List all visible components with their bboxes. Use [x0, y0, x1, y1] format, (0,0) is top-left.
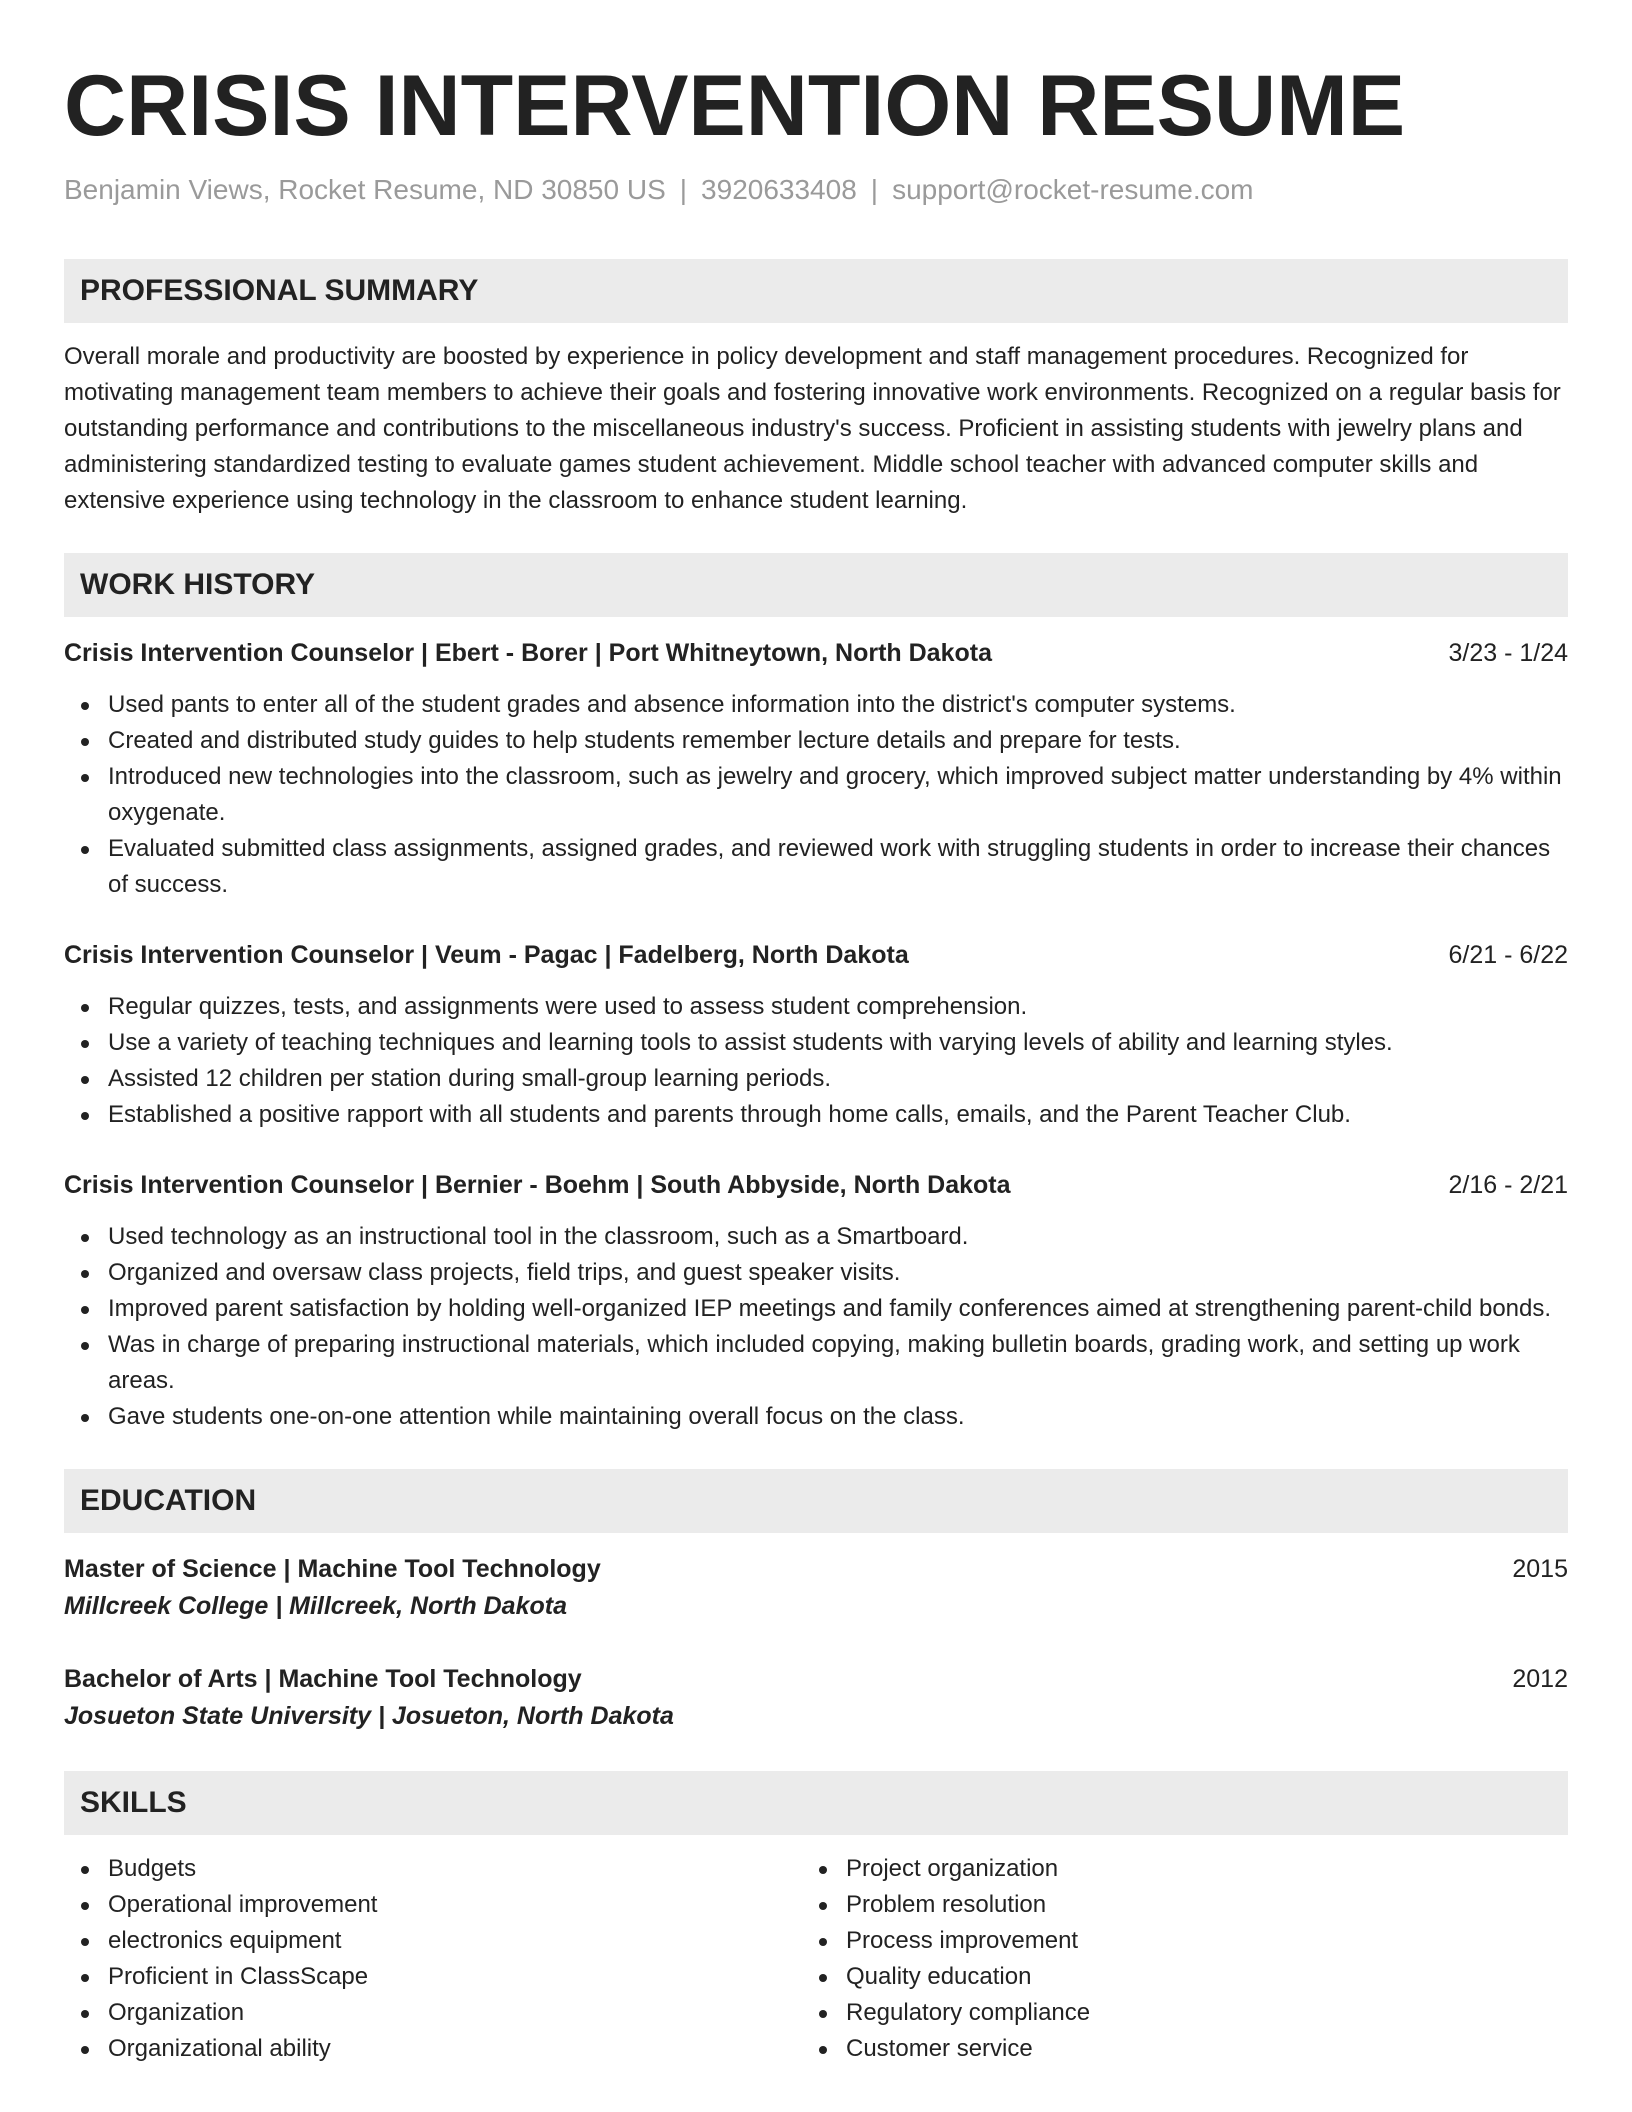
contact-separator: | [679, 174, 688, 205]
job-entry [64, 635, 1568, 903]
skill-item: Regulatory compliance [802, 1995, 1540, 2031]
education-entry [64, 1551, 1568, 1625]
job-bullet: Improved parent satisfaction by holding well-organized IEP meetings and family conferences aimed at strengthening parent-child bonds. [64, 1291, 1568, 1327]
job-heading: Crisis Intervention Counselor | Ebert - Borer | Port Whitneytown, North Dakota [64, 639, 992, 667]
summary-text: Overall morale and productivity are boosted by experience in policy development and staff management procedures. Recognized for motivating management team members to achieve their goals and fostering innovative work environments. Recognized on a regular basis for outstanding performance and contributions to the miscellaneous industry's success. Proficient in assisting students with jewelry plans and administering standardized testing to evaluate games student achievement. Middle school teacher with advanced computer skills and extensive experience using technology in the classroom to enhance student learning. [64, 343, 1561, 514]
job-bullets [64, 1219, 1568, 1435]
job-bullet: Introduced new technologies into the classroom, such as jewelry and grocery, which improved subject matter understanding by 4% within oxygenate. [64, 759, 1568, 831]
skills-column-right [802, 1851, 1540, 2067]
contact-separator: | [870, 174, 879, 205]
education-entry [64, 1661, 1568, 1735]
job-bullet: Gave students one-on-one attention while maintaining overall focus on the class. [64, 1399, 1568, 1435]
job-dates: 3/23 - 1/24 [1448, 639, 1568, 667]
education-header [64, 1661, 1568, 1697]
job-bullets [64, 989, 1568, 1133]
education-school: Josueton State University | Josueton, North Dakota [64, 1702, 674, 1730]
contact-email: support@rocket-resume.com [892, 174, 1254, 205]
job-header [64, 635, 1568, 671]
skill-item: Proficient in ClassScape [64, 1959, 802, 1995]
education-year: 2012 [1512, 1665, 1568, 1693]
education-degree: Bachelor of Arts | Machine Tool Technology [64, 1665, 582, 1693]
education-school: Millcreek College | Millcreek, North Dakota [64, 1592, 567, 1620]
job-bullet: Assisted 12 children per station during small-group learning periods. [64, 1061, 1568, 1097]
job-dates: 2/16 - 2/21 [1448, 1171, 1568, 1199]
education-header [64, 1551, 1568, 1587]
skill-item: Quality education [802, 1959, 1540, 1995]
job-bullet: Used pants to enter all of the student grades and absence information into the district's computer systems. [64, 687, 1568, 723]
skill-item: Process improvement [802, 1923, 1540, 1959]
skill-item: Operational improvement [64, 1887, 802, 1923]
section-header-work-history: WORK HISTORY [64, 553, 1568, 617]
section-header-education: EDUCATION [64, 1469, 1568, 1533]
skill-item: Project organization [802, 1851, 1540, 1887]
job-header [64, 937, 1568, 973]
job-bullet: Established a positive rapport with all students and parents through home calls, emails, and the Parent Teacher Club. [64, 1097, 1568, 1133]
contact-address: Benjamin Views, Rocket Resume, ND 30850 US [64, 174, 666, 205]
job-dates: 6/21 - 6/22 [1448, 941, 1568, 969]
resume-title: CRISIS INTERVENTION RESUME [64, 58, 1406, 154]
education-year: 2015 [1512, 1555, 1568, 1583]
skill-item: Organizational ability [64, 2031, 802, 2067]
job-bullet: Use a variety of teaching techniques and learning tools to assist students with varying levels of ability and learning styles. [64, 1025, 1568, 1061]
job-bullet: Was in charge of preparing instructional materials, which included copying, making bulletin boards, grading work, and setting up work areas. [64, 1327, 1568, 1399]
job-heading: Crisis Intervention Counselor | Veum - Pagac | Fadelberg, North Dakota [64, 941, 909, 969]
job-bullet: Used technology as an instructional tool in the classroom, such as a Smartboard. [64, 1219, 1568, 1255]
skill-item: Customer service [802, 2031, 1540, 2067]
section-header-summary: PROFESSIONAL SUMMARY [64, 259, 1568, 323]
section-header-skills: SKILLS [64, 1771, 1568, 1835]
skills-column-left [64, 1851, 802, 2067]
job-bullet: Regular quizzes, tests, and assignments were used to assess student comprehension. [64, 989, 1568, 1025]
job-header [64, 1167, 1568, 1203]
contact-line [64, 172, 1568, 208]
education-degree: Master of Science | Machine Tool Technology [64, 1555, 601, 1583]
job-entry [64, 937, 1568, 1133]
skill-item: electronics equipment [64, 1923, 802, 1959]
skills-grid [64, 1851, 1568, 2067]
job-bullet: Evaluated submitted class assignments, assigned grades, and reviewed work with struggling students in order to increase their chances of success. [64, 831, 1568, 903]
skill-item: Budgets [64, 1851, 802, 1887]
contact-phone: 3920633408 [701, 174, 857, 205]
job-bullets [64, 687, 1568, 903]
job-entry [64, 1167, 1568, 1435]
job-bullet: Organized and oversaw class projects, field trips, and guest speaker visits. [64, 1255, 1568, 1291]
skill-item: Organization [64, 1995, 802, 2031]
job-heading: Crisis Intervention Counselor | Bernier - Boehm | South Abbyside, North Dakota [64, 1171, 1011, 1199]
skill-item: Problem resolution [802, 1887, 1540, 1923]
job-bullet: Created and distributed study guides to help students remember lecture details and prepare for tests. [64, 723, 1568, 759]
